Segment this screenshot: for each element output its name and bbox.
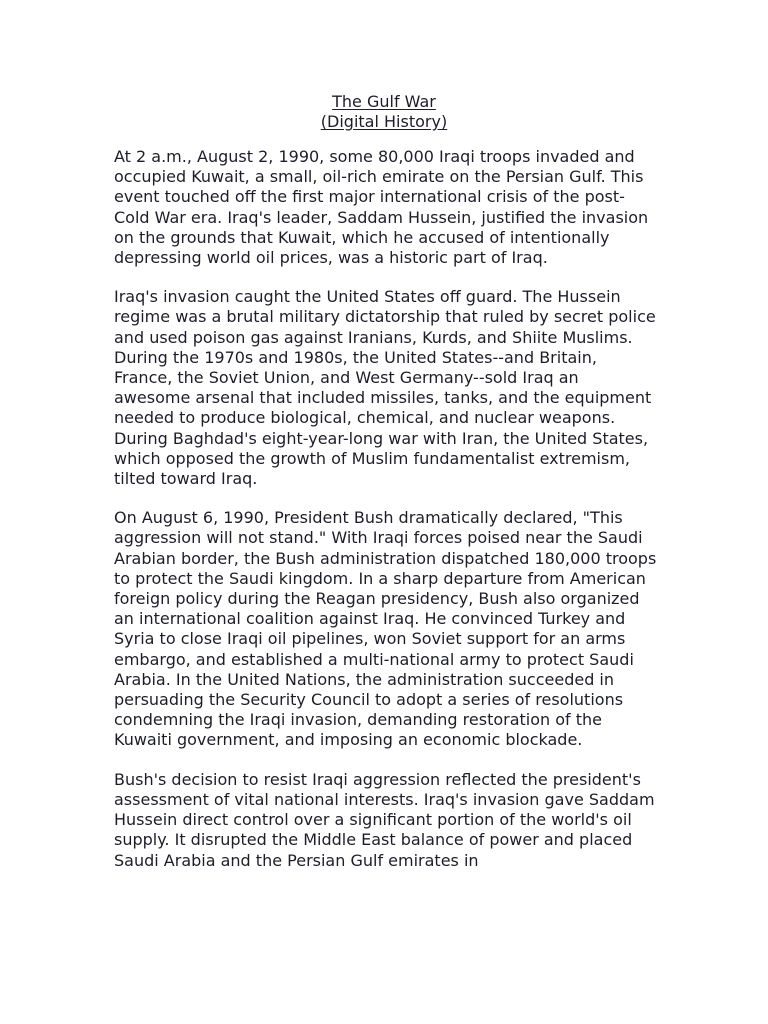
document-body	[114, 147, 659, 890]
paragraph-regime: Iraq's invasion caught the United States off guard. The Hussein regime was a brutal military dictatorship that ruled by secret police and used poison gas against Iranians, Kurds, and Shiite Muslims. During the 1970s and 1980s, the United States--and Britain, France, the Soviet Union, and West Germany--sold Iraq an awesome arsenal that included missiles, tanks, and the equipment needed to produce biological, chemical, and nuclear weapons. During Baghdad's eight-year-long war with Iran, the United States, which opposed the growth of Muslim fundamentalist extremism, tilted toward Iraq.	[114, 287, 656, 489]
paragraph-bush-response: On August 6, 1990, President Bush dramatically declared, "This aggression will not stand." With Iraqi forces poised near the Saudi Arabian border, the Bush administration dispatched 180,000 troops to protect the Saudi kingdom. In a sharp departure from American foreign policy during the Reagan presidency, Bush also organized an international coalition against Iraq. He convinced Turkey and Syria to close Iraqi oil pipelines, won Soviet support for an arms embargo, and established a multi-national army to protect Saudi Arabia. In the United Nations, the administration succeeded in persuading the Security Council to adopt a series of resolutions condemning the Iraqi invasion, demanding restoration of the Kuwaiti government, and imposing an economic blockade.	[114, 508, 657, 750]
document-title: The Gulf War	[332, 92, 436, 111]
paragraph-national-interests: Bush's decision to resist Iraqi aggression reflected the president's assessment of vital national interests. Iraq's invasion gave Saddam Hussein direct control over a significant portion of the world's oil supply. It disrupted the Middle East balance of power and placed Saudi Arabia and the Persian Gulf emirates in	[114, 769, 655, 870]
document-subtitle: (Digital History)	[320, 112, 448, 131]
document-heading	[0, 92, 768, 132]
paragraph-invasion: At 2 a.m., August 2, 1990, some 80,000 Iraqi troops invaded and occupied Kuwait, a small, oil-rich emirate on the Persian Gulf. This event touched off the first major international crisis of the post-Cold War era. Iraq's leader, Saddam Hussein, justified the invasion on the grounds that Kuwait, which he accused of intentionally depressing world oil prices, was a historic part of Iraq.	[114, 147, 649, 268]
